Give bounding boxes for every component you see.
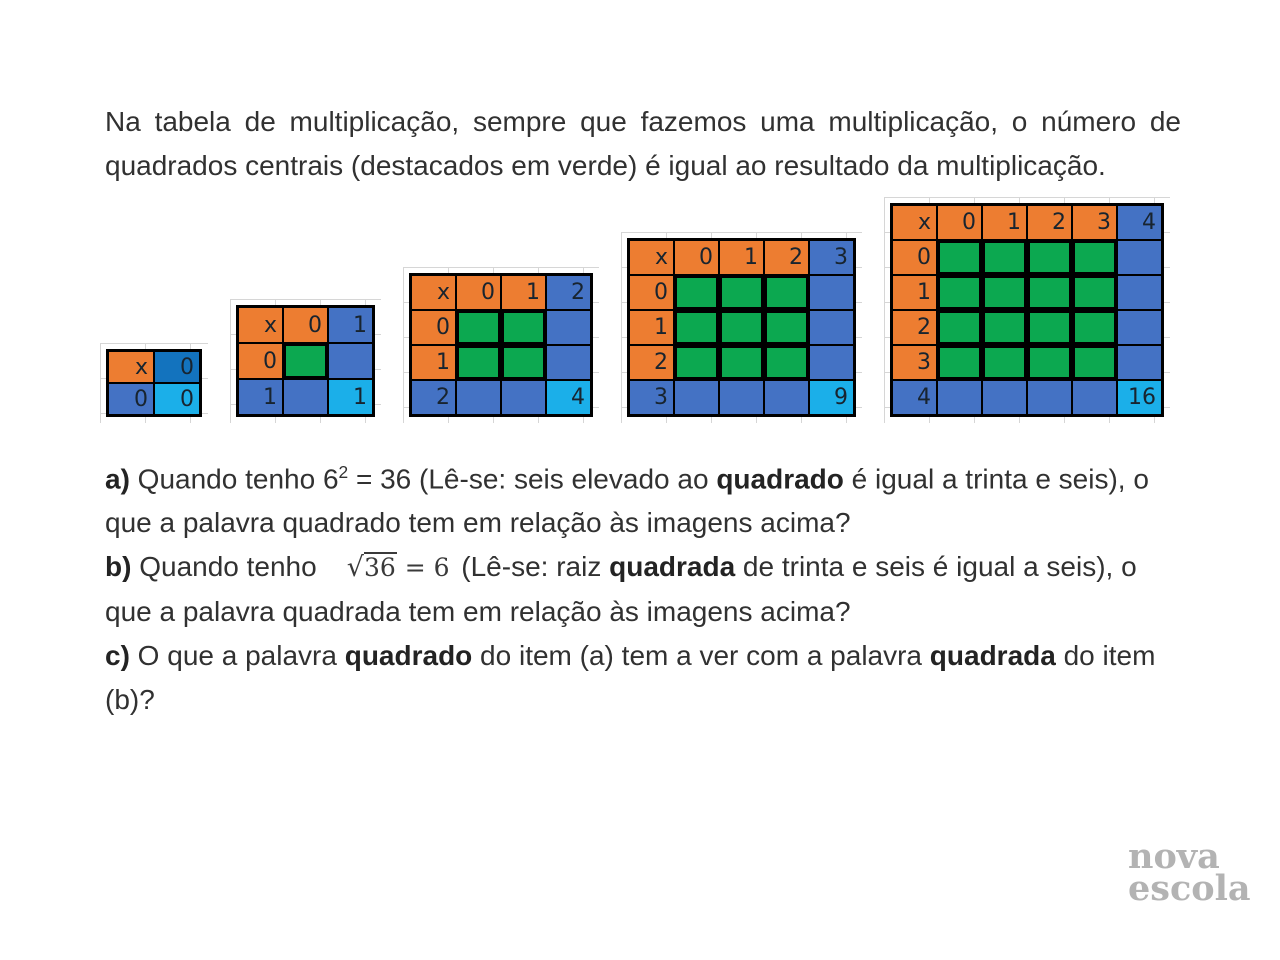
bold-term-quadrada: quadrada [609,551,736,583]
question-a-label: a) [105,463,130,495]
question-c-text-mid: do item (a) tem a ver com a palavra [472,640,930,672]
multiplication-tables-row [100,197,1280,423]
table-cell [502,381,545,414]
questions-block [105,450,1190,722]
table-cell: 4 [1118,206,1161,239]
table-cell: 0 [155,384,199,414]
table-cell: 2 [412,381,455,414]
table-cell: 9 [810,381,853,414]
table-cell: 2 [765,241,808,274]
table-cell: 2 [893,311,936,344]
table-cell: 0 [284,308,327,342]
table-cell [983,346,1026,379]
table-cell [1118,346,1161,379]
table-cell [938,311,981,344]
exponent-superscript: 2 [338,462,349,482]
bold-term-quadrado: quadrado [716,463,844,495]
table-cell: 1 [893,276,936,309]
table-grid [890,203,1164,417]
table-cell: 3 [810,241,853,274]
table-cell [457,311,500,344]
table-cell [983,311,1026,344]
table-cell: 1 [329,380,372,414]
table-cell: x [893,206,936,239]
table-cell [284,344,327,378]
question-a [105,450,1190,545]
table-cell: x [239,308,282,342]
multiplication-table-1x1 [230,299,381,423]
table-cell [810,346,853,379]
question-c [105,634,1190,722]
table-cell [765,311,808,344]
table-cell: 16 [1118,381,1161,414]
multiplication-table-3x3 [621,232,862,423]
table-cell [983,381,1026,414]
table-grid [627,238,856,417]
question-c-label: c) [105,640,130,672]
table-cell: 0 [630,276,673,309]
bold-term-quadrada-c: quadrada [929,640,1056,672]
table-cell [720,311,763,344]
table-cell: 3 [893,346,936,379]
bold-term-quadrado-c: quadrado [344,640,473,672]
table-cell [983,276,1026,309]
table-cell [1118,311,1161,344]
table-cell [547,311,590,344]
table-cell [1073,276,1116,309]
question-b-label: b) [105,551,132,583]
table-cell: 3 [1073,206,1116,239]
table-cell: 1 [630,311,673,344]
table-cell [1028,346,1071,379]
sqrt-expression [347,553,450,582]
table-cell [675,276,718,309]
table-cell [1118,276,1161,309]
table-cell [1118,241,1161,274]
question-c-text-post: do item (b)? [105,640,1156,716]
table-grid [106,349,202,417]
table-cell [765,276,808,309]
table-cell [547,346,590,379]
equation-rhs: = 6 [396,553,450,583]
table-cell: 1 [239,380,282,414]
table-cell [675,346,718,379]
table-cell: 0 [109,384,153,414]
table-cell [765,346,808,379]
table-cell: 0 [412,311,455,344]
table-cell [502,346,545,379]
multiplication-table-0x0 [100,343,208,423]
table-cell [938,241,981,274]
table-cell: 2 [1028,206,1071,239]
table-cell [457,346,500,379]
table-cell: 1 [412,346,455,379]
table-cell [1073,241,1116,274]
table-cell: 1 [720,241,763,274]
radical-sign-icon: √ [346,552,364,584]
table-cell [983,241,1026,274]
intro-paragraph: Na tabela de multiplicação, sempre que fazemos uma multiplicação, o número de quadrados centrais (destacados em verde) é igual ao resultado da multiplicação. [105,106,1181,181]
table-cell: 0 [938,206,981,239]
table-cell [720,346,763,379]
multiplication-table-2x2 [403,267,599,423]
question-b [105,545,1190,634]
table-cell: 0 [239,344,282,378]
table-cell [1073,346,1116,379]
question-a-text-mid: = 36 (Lê-se: seis elevado ao [348,463,717,495]
question-a-text-post: é igual a trinta e seis), o que a palavra quadrado tem em relação às imagens acima? [105,463,1149,539]
table-cell: 2 [547,276,590,309]
table-cell: 1 [502,276,545,309]
table-cell [457,381,500,414]
question-c-text-pre: O que a palavra [129,640,345,672]
question-b-text-mid: (Lê-se: raiz [453,551,610,583]
table-cell [1028,276,1071,309]
table-cell [329,344,372,378]
table-cell [810,276,853,309]
table-cell [502,311,545,344]
multiplication-table-4x4 [884,197,1170,423]
table-cell [284,380,327,414]
radicand: 36 [363,553,396,583]
table-grid [236,305,375,417]
table-grid [409,273,593,417]
nova-escola-logo [1128,836,1251,909]
table-cell: 0 [675,241,718,274]
table-cell [938,276,981,309]
table-cell: 4 [893,381,936,414]
logo-line-escola: escola [1128,868,1251,909]
table-cell [765,381,808,414]
table-cell [720,381,763,414]
table-cell [1073,381,1116,414]
table-cell: 2 [630,346,673,379]
table-cell: 0 [893,241,936,274]
table-cell: 1 [329,308,372,342]
table-cell [1028,311,1071,344]
table-cell: 3 [630,381,673,414]
table-cell [675,311,718,344]
question-b-text-pre: Quando tenho [131,551,317,583]
table-cell: 4 [547,381,590,414]
table-cell [1028,241,1071,274]
table-cell: x [109,352,153,382]
table-cell: 0 [155,352,199,382]
table-cell: 0 [457,276,500,309]
table-cell: x [630,241,673,274]
question-b-text-post: de trinta e seis é igual a seis), o que a palavra quadrada tem em relação às imagens acima? [105,551,1137,628]
table-cell [938,381,981,414]
question-a-text-pre: Quando tenho 6 [129,463,339,495]
table-cell: 1 [983,206,1026,239]
table-cell [810,311,853,344]
table-cell [720,276,763,309]
table-cell [938,346,981,379]
table-cell: x [412,276,455,309]
logo-line-nova: nova [1128,836,1220,877]
table-cell [1073,311,1116,344]
table-cell [1028,381,1071,414]
table-cell [675,381,718,414]
